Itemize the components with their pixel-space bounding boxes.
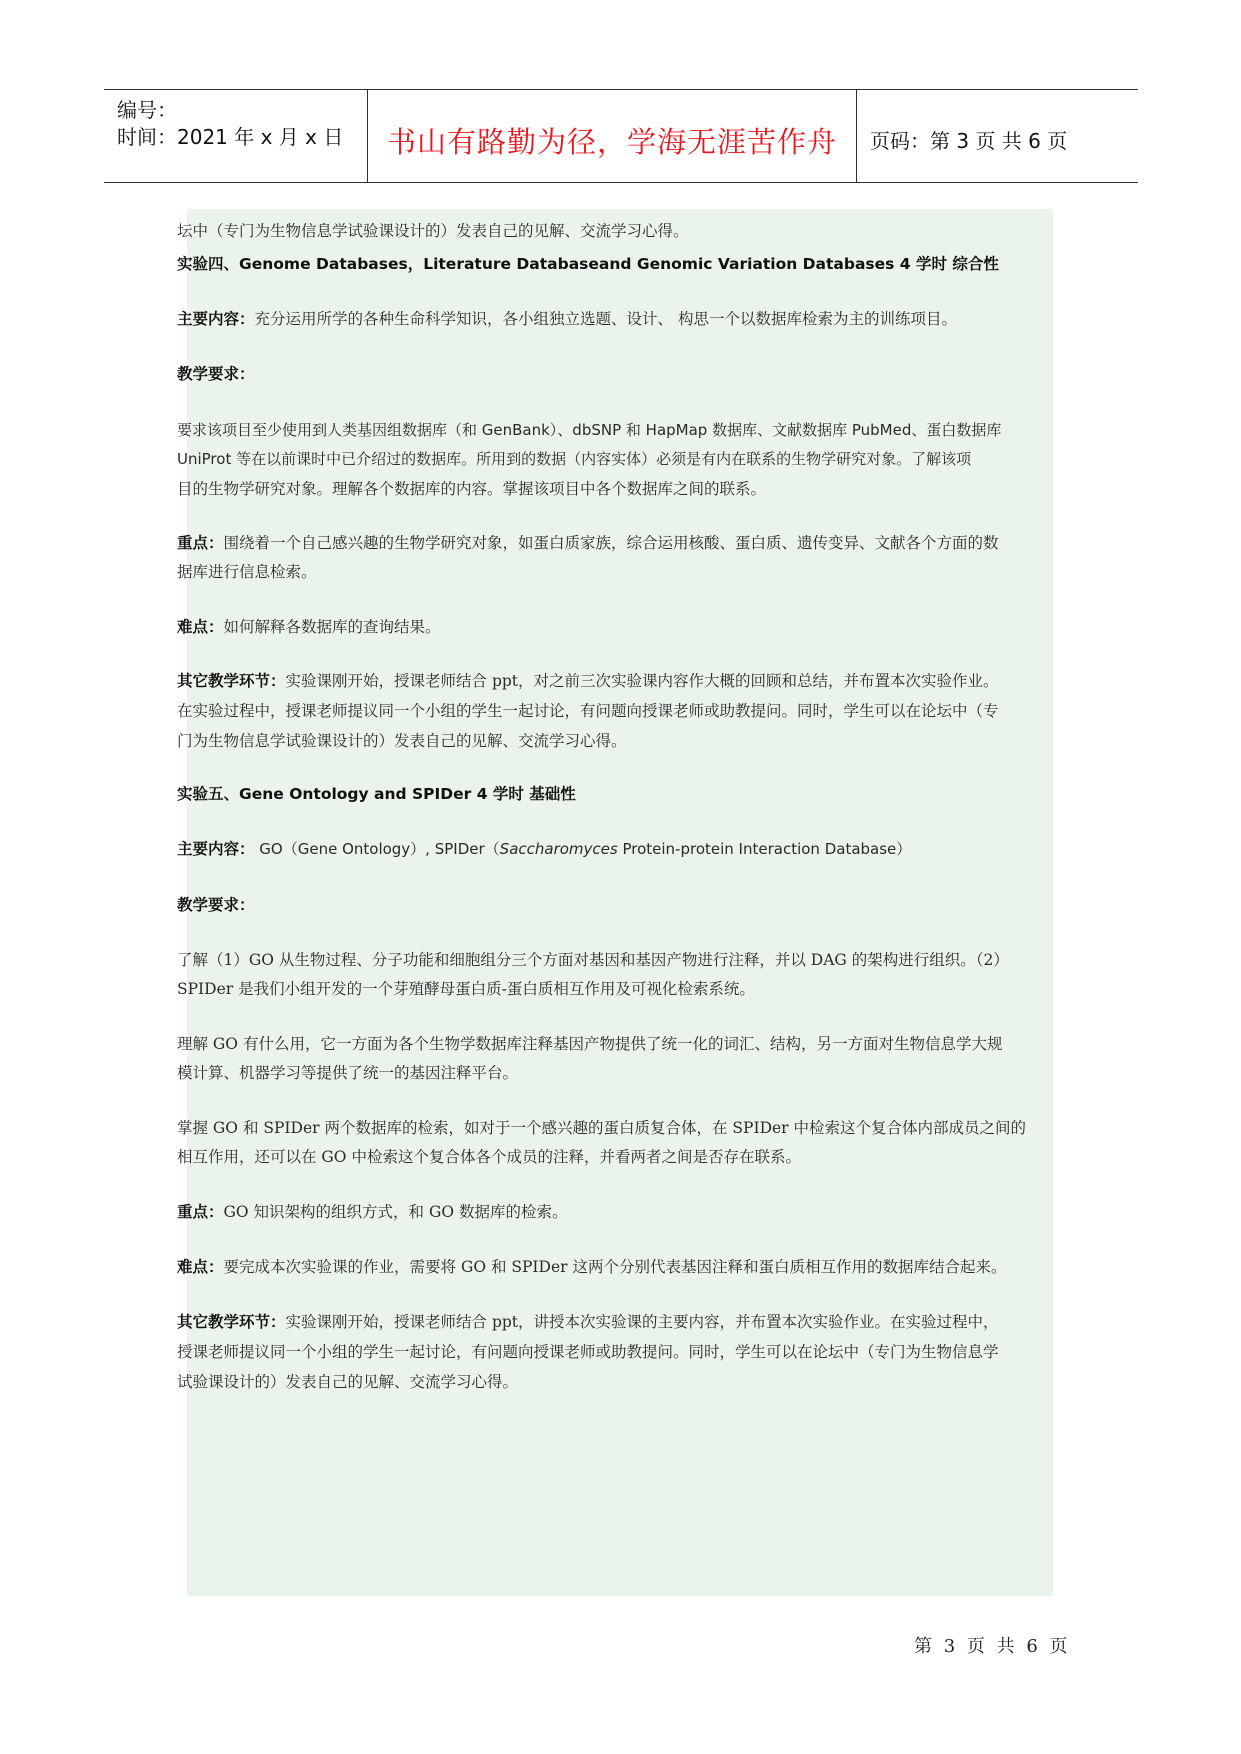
text-line — [177, 533, 999, 553]
difficulty-label: 难点： — [177, 618, 224, 636]
section-label: 教学要求： — [177, 365, 255, 383]
other-sessions-text: 实验课刚开始，授课老师结合 ppt，对之前三次实验课内容作大概的回顾和总结，并布置本次实验作业。 — [285, 672, 999, 690]
text-line: 模计算、机器学习等提供了统一的基因注释平台。 — [177, 1064, 519, 1082]
section-label: 教学要求： — [177, 896, 255, 914]
header-motto: 书山有路勤为径，学海无涯苦作舟 — [386, 125, 837, 159]
content-panel — [177, 209, 1053, 1596]
text-line: 相互作用，还可以在 GO 中检索这个复合体各个成员的注释，并看两者之间是否存在联系。 — [177, 1148, 801, 1166]
other-sessions-label: 其它教学环节： — [177, 1313, 286, 1331]
teaching-requirements-label — [177, 895, 255, 915]
key-point-label: 重点： — [177, 1203, 224, 1221]
header-page-label: 页码：第 3 页 共 6 页 — [870, 129, 1068, 153]
main-content-text: GO（Gene Ontology）, SPIDer（ — [254, 840, 500, 858]
text-line: 授课老师提议同一个小组的学生一起讨论，有问题向授课老师或助教提问。同时，学生可以在论坛中（专门为生物信息学 — [177, 1343, 999, 1361]
text-line: 试验课设计的）发表自己的见解、交流学习心得。 — [177, 1373, 519, 1391]
header-divider-right — [856, 89, 857, 183]
page-footer: 第 3 页 共 6 页 — [914, 1636, 1071, 1657]
header-bottom-rule — [104, 182, 1138, 183]
main-content-text: Protein-protein Interaction Database） — [617, 840, 912, 858]
text-line: 目的生物学研究对象。理解各个数据库的内容。掌握该项目中各个数据库之间的联系。 — [177, 480, 767, 498]
key-point-text: GO 知识架构的组织方式，和 GO 数据库的检索。 — [223, 1203, 568, 1221]
main-content-label: 主要内容： — [177, 310, 255, 328]
text-line — [177, 1312, 999, 1332]
main-content-text: 充分运用所学的各种生命科学知识，各小组独立选题、设计、 构思一个以数据库检索为主的训练项目。 — [254, 310, 957, 328]
text-line: 在实验过程中，授课老师提议同一个小组的学生一起讨论，有问题向授课老师或助教提问。同时，学生可以在论坛中（专 — [177, 702, 999, 720]
text-line: SPIDer 是我们小组开发的一个芽殖酵母蛋白质-蛋白质相互作用及可视化检索系统。 — [177, 980, 755, 998]
text-line: UniProt 等在以前课时中已介绍过的数据库。所用到的数据（内容实体）必须是有内在联系的生物学研究对象。了解该项 — [177, 450, 972, 468]
key-point-label: 重点： — [177, 534, 224, 552]
exp5-title-text: Gene Ontology and SPIDer 4 学时 基础性 — [239, 785, 576, 803]
other-sessions-text: 实验课刚开始，授课老师结合 ppt，讲授本次实验课的主要内容，并布置本次实验作业。在实验过程中， — [285, 1313, 999, 1331]
exp4-title-prefix: 实验四、 — [177, 255, 240, 273]
text-line: 据库进行信息检索。 — [177, 563, 317, 581]
text-line: 坛中（专门为生物信息学试验课设计的）发表自己的见解、交流学习心得。 — [177, 222, 689, 240]
main-content-label: 主要内容： — [177, 840, 255, 858]
text-line — [177, 1202, 567, 1222]
text-line: 理解 GO 有什么用，它一方面为各个生物学数据库注释基因产物提供了统一化的词汇、结构，另一方面对生物信息学大规 — [177, 1035, 1003, 1053]
header-top-rule — [104, 89, 1138, 90]
text-line: 要求该项目至少使用到人类基因组数据库（和 GenBank）、dbSNP 和 HapMap 数据库、文献数据库 PubMed、蛋白数据库 — [177, 421, 1002, 439]
exp5-title-prefix: 实验五、 — [177, 785, 240, 803]
teaching-requirements-label — [177, 364, 255, 384]
other-sessions-label: 其它教学环节： — [177, 672, 286, 690]
exp4-title — [177, 254, 999, 274]
text-line — [177, 839, 911, 859]
text-line: 了解（1）GO 从生物过程、分子功能和细胞组分三个方面对基因和基因产物进行注释，并以 DAG 的架构进行组织。（2） — [177, 951, 1009, 969]
exp5-title — [177, 784, 576, 804]
header-number-label: 编号： — [117, 98, 177, 122]
difficulty-label: 难点： — [177, 1258, 224, 1276]
text-line — [177, 1257, 1007, 1277]
difficulty-text: 如何解释各数据库的查询结果。 — [223, 618, 441, 636]
header-time-label: 时间：2021 年 x 月 x 日 — [117, 125, 344, 149]
text-line — [177, 309, 957, 329]
text-line — [177, 671, 999, 691]
main-content-italic: Saccharomyces — [499, 840, 618, 858]
key-point-text: 围绕着一个自己感兴趣的生物学研究对象，如蛋白质家族，综合运用核酸、蛋白质、遗传变异、文献各个方面的数 — [223, 534, 999, 552]
text-line — [177, 617, 441, 637]
difficulty-text: 要完成本次实验课的作业，需要将 GO 和 SPIDer 这两个分别代表基因注释和蛋白质相互作用的数据库结合起来。 — [223, 1258, 1007, 1276]
text-line: 门为生物信息学试验课设计的）发表自己的见解、交流学习心得。 — [177, 732, 627, 750]
exp4-title-text: Genome Databases，Literature Databaseand Genomic Variation Databases 4 学时 综合性 — [239, 255, 999, 273]
text-line: 掌握 GO 和 SPIDer 两个数据库的检索，如对于一个感兴趣的蛋白质复合体，在 SPIDer 中检索这个复合体内部成员之间的 — [177, 1119, 1027, 1137]
